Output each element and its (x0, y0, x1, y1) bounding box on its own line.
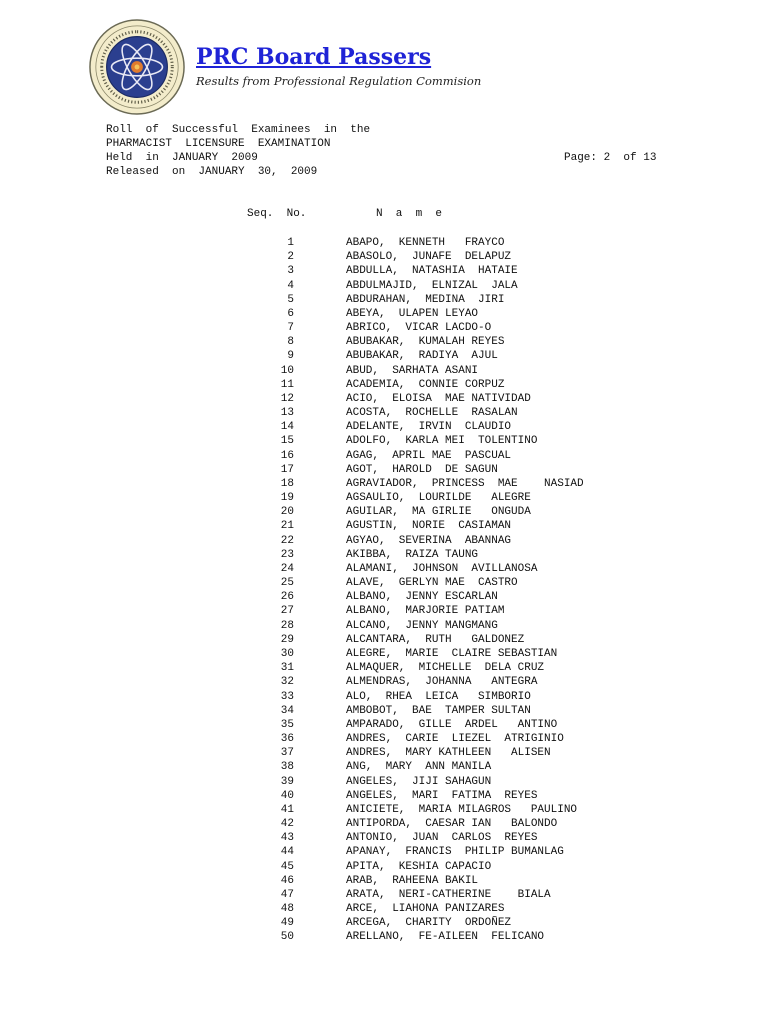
examinee-seq-no: 23 (280, 548, 294, 561)
examinee-row (0, 704, 768, 718)
examinee-row (0, 463, 768, 477)
examinee-name: AKIBBA, RAIZA TAUNG (346, 548, 479, 561)
examinee-seq-no: 36 (280, 733, 294, 746)
examinee-row (0, 477, 768, 491)
examinee-row (0, 491, 768, 505)
examinee-seq-no: 30 (280, 647, 294, 660)
examinee-seq-no: 16 (280, 449, 294, 462)
examinee-seq-no: 3 (287, 265, 294, 278)
examinee-seq-no: 38 (280, 761, 294, 774)
examinee-seq-no: 9 (287, 350, 294, 363)
examinee-name: ALMENDRAS, JOHANNA ANTEGRA (346, 676, 538, 689)
examinee-row (0, 604, 768, 618)
examinee-row (0, 519, 768, 533)
examinee-row (0, 548, 768, 562)
examinee-row (0, 633, 768, 647)
examinee-row (0, 590, 768, 604)
examinee-row (0, 916, 768, 930)
prc-seal-logo (88, 18, 186, 116)
examinee-name: ABASOLO, JUNAFE DELAPUZ (346, 251, 512, 264)
examinee-seq-no: 28 (280, 619, 294, 632)
examinee-seq-no: 34 (280, 704, 294, 717)
examinee-seq-no: 35 (280, 718, 294, 731)
examinee-row (0, 746, 768, 760)
examinee-name: ANGELES, MARI FATIMA REYES (346, 789, 538, 802)
examinee-row (0, 279, 768, 293)
examinee-seq-no: 13 (280, 407, 294, 420)
examinee-name: AGAG, APRIL MAE PASCUAL (346, 449, 512, 462)
examinee-name: ACIO, ELOISA MAE NATIVIDAD (346, 392, 531, 405)
site-subtitle: Results from Professional Regulation Commision (196, 74, 482, 88)
examinee-seq-no: 50 (280, 931, 294, 944)
examinee-seq-no: 19 (280, 492, 294, 505)
examinee-seq-no: 4 (287, 279, 294, 292)
examinee-name: ALCANTARA, RUTH GALDONEZ (346, 633, 525, 646)
examinee-seq-no: 15 (280, 435, 294, 448)
examinee-name: ANG, MARY ANN MANILA (346, 761, 492, 774)
examinee-row (0, 817, 768, 831)
examinee-row (0, 661, 768, 675)
examinee-seq-no: 46 (280, 874, 294, 887)
examinee-seq-no: 32 (280, 676, 294, 689)
site-title-link[interactable]: PRC Board Passers (196, 44, 432, 70)
examinee-name: ACADEMIA, CONNIE CORPUZ (346, 378, 505, 391)
examinee-row (0, 293, 768, 307)
examinee-name: ANGELES, JIJI SAHAGUN (346, 775, 492, 788)
examinee-row (0, 534, 768, 548)
examinee-name: ALEGRE, MARIE CLAIRE SEBASTIAN (346, 647, 558, 660)
examinee-seq-no: 31 (280, 662, 294, 675)
examinee-row (0, 675, 768, 689)
examinee-row (0, 831, 768, 845)
examinee-seq-no: 1 (287, 237, 294, 249)
examinee-name: ARELLANO, FE-AILEEN FELICANO (346, 931, 545, 944)
examinee-name: APANAY, FRANCIS PHILIP BUMANLAG (346, 846, 564, 859)
examinee-seq-no: 12 (280, 392, 294, 405)
examinee-row (0, 902, 768, 916)
examinee-name: ALCANO, JENNY MANGMANG (346, 619, 498, 632)
exam-title: PHARMACIST LICENSURE EXAMINATION (106, 138, 331, 150)
examinee-name: ABAPO, KENNETH FRAYCO (346, 237, 505, 249)
column-header-name: N a m e (376, 208, 443, 220)
examinee-row (0, 562, 768, 576)
examinee-name: AGUSTIN, NORIE CASIAMAN (346, 520, 512, 533)
examinee-seq-no: 29 (280, 633, 294, 646)
examinee-seq-no: 7 (287, 322, 294, 335)
examinee-seq-no: 49 (280, 917, 294, 930)
examinee-row (0, 364, 768, 378)
page-indicator: Page: 2 of 13 (564, 152, 657, 164)
examinee-row (0, 505, 768, 519)
examinee-seq-no: 45 (280, 860, 294, 873)
examinee-seq-no: 8 (287, 336, 294, 349)
examinee-row (0, 236, 768, 250)
examinee-row (0, 434, 768, 448)
examinee-name: ALBANO, JENNY ESCARLAN (346, 591, 498, 604)
column-header-seq-no: Seq. No. (247, 208, 307, 220)
examinee-name: ARAB, RAHEENA BAKIL (346, 874, 479, 887)
examinee-name: ADELANTE, IRVIN CLAUDIO (346, 421, 512, 434)
examinee-row (0, 307, 768, 321)
examinee-name: ARCE, LIAHONA PANIZARES (346, 903, 505, 916)
examinee-name: ABUBAKAR, KUMALAH REYES (346, 336, 505, 349)
examinee-row (0, 619, 768, 633)
examinee-name: APITA, KESHIA CAPACIO (346, 860, 492, 873)
examinee-name: ANDRES, CARIE LIEZEL ATRIGINIO (346, 733, 564, 746)
examinee-seq-no: 26 (280, 591, 294, 604)
examinee-name: ADOLFO, KARLA MEI TOLENTINO (346, 435, 538, 448)
examinee-seq-no: 25 (280, 577, 294, 590)
examinee-seq-no: 40 (280, 789, 294, 802)
examinee-row (0, 335, 768, 349)
examinee-seq-no: 5 (287, 293, 294, 306)
examinee-row (0, 321, 768, 335)
examinee-name: ALMAQUER, MICHELLE DELA CRUZ (346, 662, 545, 675)
examinee-list (0, 236, 768, 945)
examinee-seq-no: 17 (280, 463, 294, 476)
examinee-row (0, 860, 768, 874)
examinee-name: ABDURAHAN, MEDINA JIRI (346, 293, 505, 306)
examinee-name: AMPARADO, GILLE ARDEL ANTINO (346, 718, 558, 731)
examinee-row (0, 349, 768, 363)
examinee-row (0, 576, 768, 590)
examinee-seq-no: 14 (280, 421, 294, 434)
examinee-row (0, 449, 768, 463)
examinee-name: AGSAULIO, LOURILDE ALEGRE (346, 492, 531, 505)
examinee-row (0, 789, 768, 803)
examinee-seq-no: 43 (280, 832, 294, 845)
examinee-seq-no: 41 (280, 803, 294, 816)
examinee-name: ANTONIO, JUAN CARLOS REYES (346, 832, 538, 845)
examinee-row (0, 888, 768, 902)
examinee-row (0, 406, 768, 420)
exam-held-date: Held in JANUARY 2009 (106, 152, 258, 164)
examinee-row (0, 930, 768, 944)
site-header (88, 18, 688, 118)
examinee-name: ABDULLA, NATASHIA HATAIE (346, 265, 518, 278)
examinee-seq-no: 33 (280, 690, 294, 703)
examinee-row (0, 264, 768, 278)
examinee-row (0, 803, 768, 817)
examinee-row (0, 250, 768, 264)
examinee-seq-no: 11 (280, 378, 294, 391)
examinee-row (0, 378, 768, 392)
examinee-seq-no: 10 (280, 364, 294, 377)
examinee-seq-no: 20 (280, 506, 294, 519)
examinee-name: ARCEGA, CHARITY ORDOÑEZ (346, 917, 512, 930)
examinee-row (0, 775, 768, 789)
examinee-row (0, 392, 768, 406)
examinee-name: ALAVE, GERLYN MAE CASTRO (346, 577, 518, 590)
examinee-seq-no: 39 (280, 775, 294, 788)
examinee-name: ABUBAKAR, RADIYA AJUL (346, 350, 498, 363)
examinee-name: AGRAVIADOR, PRINCESS MAE NASIAD (346, 477, 584, 490)
examinee-name: ABDULMAJID, ELNIZAL JALA (346, 279, 518, 292)
examinee-seq-no: 37 (280, 747, 294, 760)
examinee-row (0, 874, 768, 888)
examinee-seq-no: 44 (280, 846, 294, 859)
examinee-seq-no: 2 (287, 251, 294, 264)
examinee-name: ACOSTA, ROCHELLE RASALAN (346, 407, 518, 420)
examinee-seq-no: 18 (280, 477, 294, 490)
examinee-name: ALBANO, MARJORIE PATIAM (346, 605, 505, 618)
examinee-name: ALAMANI, JOHNSON AVILLANOSA (346, 562, 538, 575)
examinee-name: ANDRES, MARY KATHLEEN ALISEN (346, 747, 551, 760)
examinee-name: ALO, RHEA LEICA SIMBORIO (346, 690, 531, 703)
examinee-seq-no: 22 (280, 534, 294, 547)
exam-release-date: Released on JANUARY 30, 2009 (106, 166, 318, 178)
examinee-seq-no: 27 (280, 605, 294, 618)
examinee-seq-no: 21 (280, 520, 294, 533)
examinee-row (0, 845, 768, 859)
examinee-name: ABUD, SARHATA ASANI (346, 364, 479, 377)
examinee-name: ANICIETE, MARIA MILAGROS PAULINO (346, 803, 578, 816)
examinee-name: AGUILAR, MA GIRLIE ONGUDA (346, 506, 531, 519)
examinee-row (0, 732, 768, 746)
examinee-name: AGYAO, SEVERINA ABANNAG (346, 534, 512, 547)
examinee-row (0, 420, 768, 434)
examinee-seq-no: 47 (280, 888, 294, 901)
examinee-name: ARATA, NERI-CATHERINE BIALA (346, 888, 551, 901)
examinee-row (0, 647, 768, 661)
examinee-name: ABEYA, ULAPEN LEYAO (346, 307, 479, 320)
examinee-seq-no: 6 (287, 307, 294, 320)
examinee-row (0, 718, 768, 732)
examinee-seq-no: 24 (280, 562, 294, 575)
examinee-row (0, 690, 768, 704)
examinee-name: ABRICO, VICAR LACDO-O (346, 322, 492, 335)
examinee-name: ANTIPORDA, CAESAR IAN BALONDO (346, 818, 558, 831)
examinee-name: AMBOBOT, BAE TAMPER SULTAN (346, 704, 531, 717)
exam-roll-heading: Roll of Successful Examinees in the (106, 124, 371, 136)
examinee-seq-no: 42 (280, 818, 294, 831)
examinee-seq-no: 48 (280, 903, 294, 916)
examinee-name: AGOT, HAROLD DE SAGUN (346, 463, 498, 476)
examinee-row (0, 760, 768, 774)
